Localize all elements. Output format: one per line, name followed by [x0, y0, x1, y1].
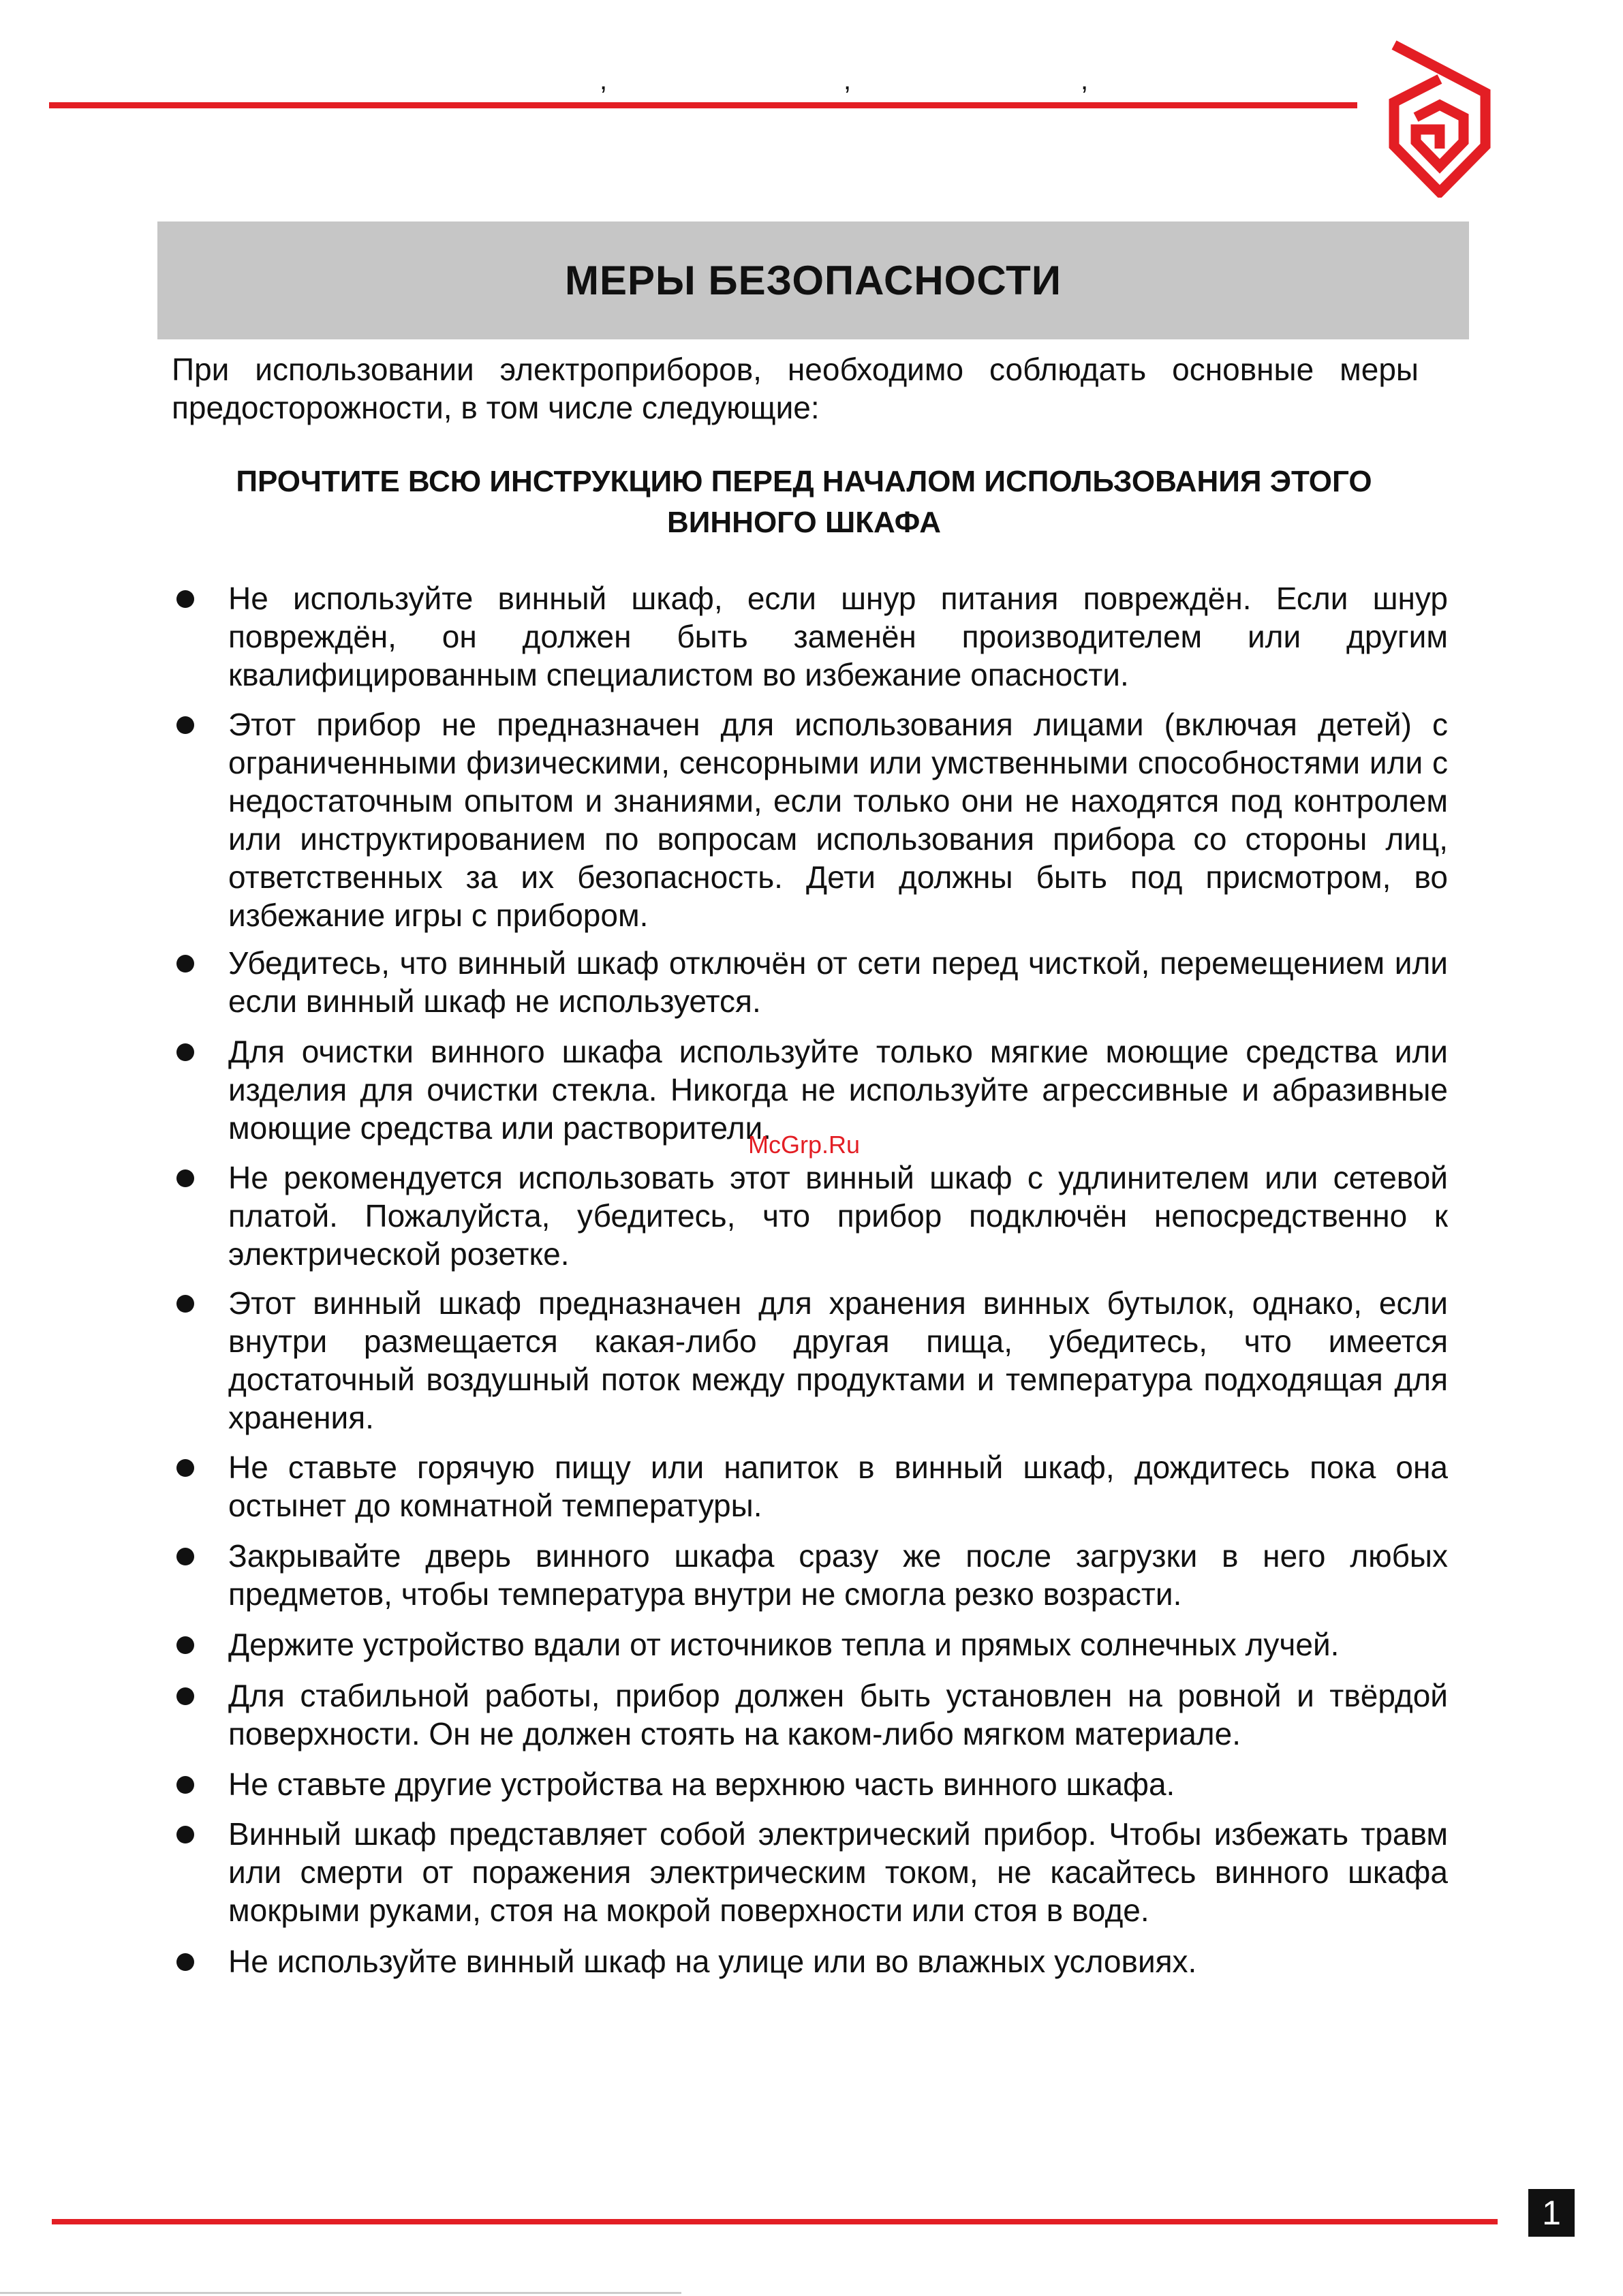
title-band: [157, 221, 1469, 339]
bullet-icon: [176, 590, 194, 608]
list-item-text: Для стабильной работы, прибор должен быть установлен на ровной и твёрдой поверхности. Он не должен стоять на каком-либо мягком материале.: [228, 1678, 1448, 1751]
list-item-text: Винный шкаф представляет собой электрический прибор. Чтобы избежать травм или смерти от поражения электрическим током, не касайтесь винного шкафа мокрыми руками, стоя на мокрой поверхности или стоя в воде.: [228, 1816, 1448, 1928]
bullet-icon: [176, 1295, 194, 1313]
bullet-icon: [176, 1548, 194, 1565]
footer-rule: [52, 2219, 1498, 2224]
bullet-icon: [176, 1636, 194, 1654]
list-item-text: Не используйте винный шкаф, если шнур питания повреждён. Если шнур повреждён, он должен быть заменён производителем или другим квалифицированным специалистом во избежание опасности.: [228, 581, 1448, 692]
subheading-line: ВИННОГО ШКАФА: [667, 506, 941, 539]
list-item-text: Не используйте винный шкаф на улице или во влажных условиях.: [228, 1944, 1197, 1979]
subheading: [164, 461, 1444, 543]
header-comma: ,: [1081, 65, 1089, 95]
header-comma: ,: [600, 65, 608, 95]
bullet-icon: [176, 1687, 194, 1705]
footer-divider: [0, 2292, 681, 2294]
bullet-icon: [176, 1826, 194, 1843]
hexagon-g-logo-icon: [1389, 40, 1491, 198]
intro-paragraph: При использовании электроприборов, необходимо соблюдать основные меры предосторожности, в том числе следующие:: [172, 352, 1419, 425]
bullet-icon: [176, 1169, 194, 1187]
bullet-icon: [176, 1776, 194, 1794]
list-item-text: Не рекомендуется использовать этот винный шкаф с удлинителем или сетевой платой. Пожалуйста, убедитесь, что прибор подключён непосредственно к электрической розетке.: [228, 1160, 1448, 1272]
list-item-text: Не ставьте горячую пищу или напиток в винный шкаф, дождитесь пока она остынет до комнатной температуры.: [228, 1450, 1448, 1523]
list-item-text: Убедитесь, что винный шкаф отключён от сети перед чисткой, перемещением или если винный шкаф не используется.: [228, 945, 1448, 1019]
header-rule: [49, 102, 1357, 108]
list-item-text: Этот винный шкаф предназначен для хранения винных бутылок, однако, если внутри размещается какая-либо другая пища, убедитесь, что имеется достаточный воздушный поток между продуктами и температура подходящая для хранения.: [228, 1285, 1448, 1435]
list-item-text: Держите устройство вдали от источников тепла и прямых солнечных лучей.: [228, 1627, 1340, 1662]
subheading-line: ПРОЧТИТЕ ВСЮ ИНСТРУКЦИЮ ПЕРЕД НАЧАЛОМ ИСПОЛЬЗОВАНИЯ ЭТОГО: [236, 465, 1372, 498]
bullet-icon: [176, 955, 194, 973]
list-item-text: Закрывайте дверь винного шкафа сразу же после загрузки в него любых предметов, чтобы температура внутри не смогла резко возрасти.: [228, 1538, 1448, 1612]
page-number: 1: [1528, 2189, 1575, 2237]
header-comma: ,: [844, 65, 852, 95]
watermark: McGrp.Ru: [748, 1131, 861, 1159]
bullet-icon: [176, 1043, 194, 1061]
page-title: МЕРЫ БЕЗОПАСНОСТИ: [565, 258, 1062, 303]
list-item-text: Для очистки винного шкафа используйте только мягкие моющие средства или изделия для очистки стекла. Никогда не используйте агрессивные и абразивные моющие средства или растворители.: [228, 1034, 1448, 1146]
list-item-text: Этот прибор не предназначен для использования лицами (включая детей) с ограниченными физическими, сенсорными или умственными способностями или с недостаточным опытом и знаниями, если только они не находятся под контролем или инструктированием по вопросам использования прибора со стороны лиц, ответственных за их безопасность. Дети должны быть под присмотром, во избежание игры с прибором.: [228, 707, 1448, 933]
bullet-icon: [176, 716, 194, 734]
list-item-text: Не ставьте другие устройства на верхнюю часть винного шкафа.: [228, 1766, 1175, 1802]
bullet-icon: [176, 1459, 194, 1477]
bullet-icon: [176, 1953, 194, 1971]
